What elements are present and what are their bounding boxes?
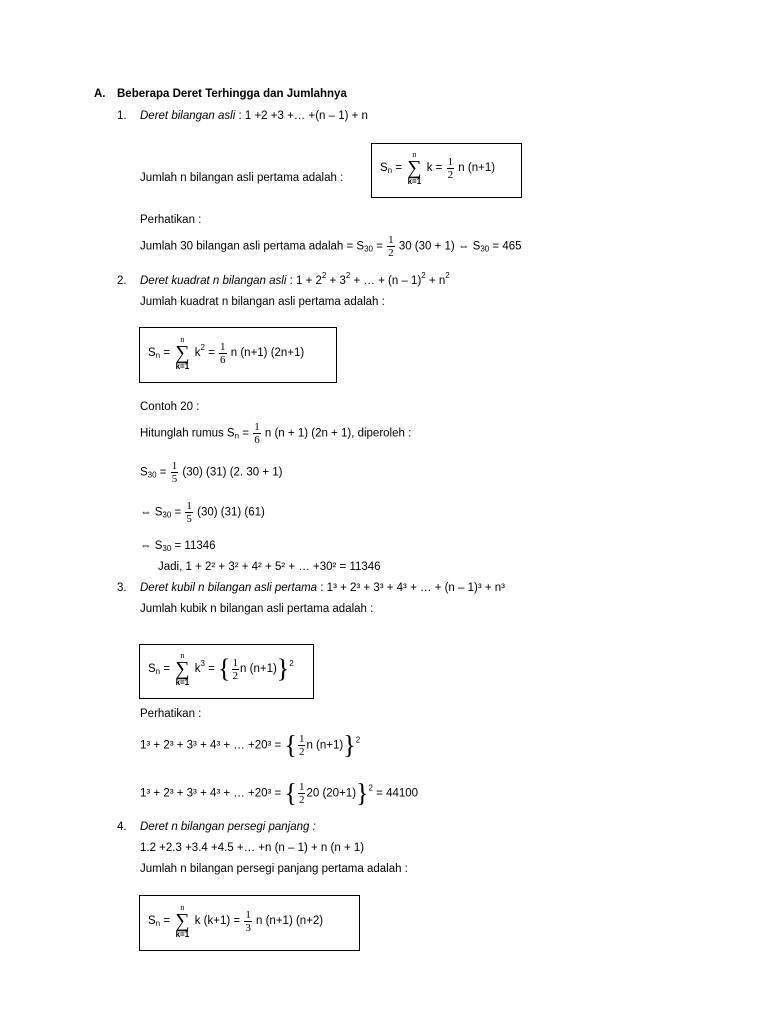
sigma-symbol: n ∑ k=1 (175, 335, 190, 371)
item-3-label: Deret kubil n bilangan asli pertama (140, 582, 318, 594)
item-number-3: 3. (117, 582, 127, 594)
sigma-symbol: n ∑ k=1 (175, 903, 190, 939)
fraction: $\frac{1}{2}$ (447, 155, 454, 181)
formula-2: $S_n$ = n ∑ k=1 $k^2$ = $\frac{1}{6}$ n (n+1) (2n+1) (148, 335, 305, 371)
sigma-symbol: n ∑ k=1 (175, 651, 190, 687)
formula-box-4 (139, 895, 360, 951)
item-1-series: : 1 +2 +3 +… +(n – 1) + n (238, 110, 368, 122)
item-1-note: Perhatikan : (140, 214, 202, 226)
jadi-line: Jadi, 1 + 2² + 3² + 4² + 5² + … +30² = 11346 (158, 561, 381, 573)
contoh-label: Contoh 20 : (140, 401, 200, 413)
calc-line-3: ⇔ $S_{30} = 11346$ (140, 540, 216, 553)
calc-line-1: $S_{30}$ = $\frac{1}{5}$ (30) (31) (2. 30 + 1) (140, 460, 283, 485)
item-number-2: 2. (117, 275, 127, 287)
formula-box-2 (139, 327, 337, 383)
formula-box-1 (371, 143, 522, 198)
item-3-sum-text: Jumlah kubik n bilangan asli pertama adalah : (140, 603, 374, 615)
item-1-label: Deret bilangan asli (140, 110, 236, 122)
item-number-4: 4. (117, 821, 127, 833)
item-1-sum-text: Jumlah n bilangan asli pertama adalah : (140, 172, 344, 184)
item-4-series: 1.2 +2.3 +3.4 +4.5 +… +n (n – 1) + n (n + 1) (140, 842, 365, 854)
item-3-note: Perhatikan : (140, 708, 202, 720)
calc-line-2: ⇔ $S_{30}$ = $\frac{1}{5}$ (30) (31) (61) (140, 500, 265, 525)
item-number-1: 1. (117, 110, 127, 122)
section-letter: A. (94, 88, 106, 100)
item-4-sum-text: Jumlah n bilangan persegi panjang pertama adalah : (140, 863, 408, 875)
hitung-line: Hitunglah rumus $S_n$ = $\frac{1}{6}$ n (n + 1) (2n + 1), diperoleh : (140, 421, 412, 446)
item-3-heading: Deret kubil n bilangan asli pertama : 1³ + 2³ + 3³ + 4³ + … + (n – 1)³ + n³ (140, 582, 505, 594)
formula-box-3 (139, 644, 314, 699)
item-1-heading (140, 109, 368, 123)
item-2-label: Deret kuadrat n bilangan asli (140, 275, 287, 287)
item-2-heading: Deret kuadrat n bilangan asli : $1 + 2^2 + 3^2$ + … + $(n - 1)^2 + n^2$ (140, 271, 450, 287)
item-2-sum-text: Jumlah kuadrat n bilangan asli pertama adalah : (140, 296, 385, 308)
item-4-label: Deret n bilangan persegi panjang : (140, 821, 316, 833)
sigma-symbol: n ∑ k=1 (407, 150, 422, 186)
section-title: Beberapa Deret Terhingga dan Jumlahnya (117, 88, 347, 100)
formula-4: $S_n$ = n ∑ k=1 k (k+1) = $\frac{1}{3}$ n (n+1) (n+2) (148, 903, 324, 939)
formula-1: $S_n$ = n ∑ k=1 k = $\frac{1}{2}$ n (n+1) (380, 150, 496, 186)
formula-3: $S_n$ = n ∑ k=1 $k^3$ = { $\frac{1}{2}$ n (n+1)}$^2$ (148, 651, 294, 687)
cube-line-2: 1³ + 2³ + 3³ + 4³ + … +20³ = { $\frac{1}{2}$ 20 (20+1)}$^2$ = 44100 (140, 778, 419, 808)
item-1-example: Jumlah 30 bilangan asli pertama adalah = $S_{30}$ = $\frac{1}{2}$ 30 (30 + 1) ⇔ $S_{30} = 465$ (140, 234, 522, 259)
cube-line-1: 1³ + 2³ + 3³ + 4³ + … +20³ = { $\frac{1}{2}$ n (n+1)}$^2$ (140, 730, 361, 760)
